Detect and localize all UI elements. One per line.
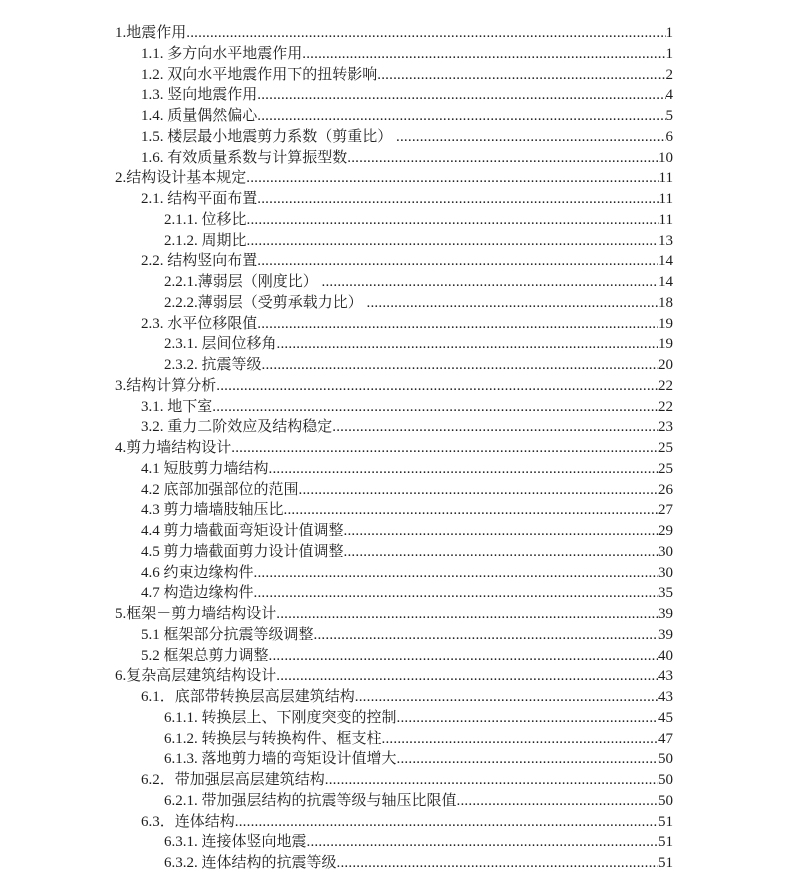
toc-entry-title: 1.5. 楼层最小地震剪力系数（剪重比） [141,128,397,145]
toc-entry-page-number: 50 [658,751,673,768]
dot-leader [397,749,658,770]
toc-entry-title: 2.2.1.薄弱层（刚度比） [164,274,322,290]
toc-entry [115,625,673,646]
toc-entry-page-number: 19 [658,315,673,332]
dot-leader [396,127,665,148]
toc-entry-page-number: 27 [658,502,673,519]
toc-entry-page-number: 45 [658,709,673,726]
dot-leader [307,832,658,853]
toc-entry-title: 5.2 框架总剪力调整 [141,647,269,664]
toc-entry-title: 4.4 剪力墙截面弯矩设计值调整 [141,523,344,539]
dot-leader [377,65,665,86]
toc-entry [115,729,673,750]
toc-entry [115,687,673,708]
toc-entry [115,500,673,521]
toc-entry-page-number: 39 [658,626,673,643]
toc-entry-page-number: 20 [658,357,673,373]
toc-entry-title: 6.1.3. 落地剪力墙的弯矩设计值增大 [164,751,397,768]
toc-entry-title: 1.3. 竖向地震作用 [141,87,258,104]
toc-entry-title: 2.1.2. 周期比 [164,232,247,249]
toc-entry [115,355,673,376]
toc-entry [115,397,673,418]
toc-entry [115,314,673,335]
toc-entry [115,583,673,604]
dot-leader [262,355,658,376]
toc-entry-title: 2.1. 结构平面布置 [141,191,258,207]
toc-entry-page-number: 51 [658,813,673,830]
toc-entry-page-number: 11 [658,191,673,207]
table-of-contents [115,23,673,874]
dot-leader [344,542,658,563]
toc-entry-page-number: 25 [658,440,673,456]
toc-entry-title: 2.3. 水平位移限值 [141,315,258,332]
toc-entry [115,44,673,65]
dot-leader [246,168,658,189]
dot-leader [276,604,658,625]
dot-leader [254,583,658,604]
toc-entry-title: 6.3.2. 连体结构的抗震等级 [164,855,337,871]
toc-entry [115,417,673,438]
dot-leader [276,666,658,687]
toc-entry-page-number: 5 [665,108,673,124]
toc-entry-page-number: 40 [658,647,673,664]
toc-entry [115,480,673,501]
toc-entry-page-number: 22 [658,377,673,394]
toc-entry-title: 6.2．带加强层高层建筑结构 [141,772,325,788]
toc-entry [115,521,673,542]
toc-entry-page-number: 11 [658,170,673,187]
dot-leader [332,417,658,438]
toc-entry-title: 1.1. 多方向水平地震作用 [141,45,303,62]
toc-entry-title: 4.7 构造边缘构件 [141,585,254,602]
toc-entry-title: 4.3 剪力墙墙肢轴压比 [141,502,284,519]
toc-entry-page-number: 30 [658,564,673,581]
dot-leader [325,770,658,791]
toc-entry [115,832,673,853]
dot-leader [247,210,659,231]
toc-entry [115,168,673,189]
toc-entry-title: 6.3．连体结构 [141,813,235,830]
toc-entry-title: 5.1 框架部分抗震等级调整 [141,626,314,643]
toc-entry-page-number: 39 [658,606,673,622]
toc-entry-page-number: 13 [658,232,673,249]
toc-entry [115,646,673,667]
toc-entry [115,65,673,86]
toc-entry-page-number: 43 [658,689,673,705]
toc-entry [115,438,673,459]
toc-entry-page-number: 22 [658,398,673,415]
toc-entry [115,604,673,625]
toc-entry-page-number: 29 [658,523,673,539]
dot-leader [337,853,658,874]
toc-entry-title: 4.5 剪力墙截面剪力设计值调整 [141,543,344,560]
toc-entry-page-number: 2 [665,66,673,83]
toc-entry-title: 2.2.2.薄弱层（受剪承载力比） [164,294,367,311]
toc-entry [115,148,673,169]
dot-leader [355,687,658,708]
dot-leader [235,812,658,833]
toc-entry-title: 4.2 底部加强部位的范围 [141,481,299,498]
toc-entry [115,749,673,770]
dot-leader [367,293,658,314]
toc-entry-page-number: 50 [658,792,673,809]
toc-entry-title: 1.地震作用 [115,25,187,41]
dot-leader [254,563,658,584]
toc-entry [115,334,673,355]
dot-leader [216,376,658,397]
dot-leader [457,791,658,812]
toc-entry [115,251,673,272]
toc-entry-page-number: 47 [658,730,673,747]
toc-entry-title: 6.1．底部带转换层高层建筑结构 [141,689,355,705]
toc-entry-page-number: 51 [658,855,673,871]
toc-entry-title: 1.6. 有效质量系数与计算振型数 [141,149,348,166]
toc-entry [115,85,673,106]
toc-entry [115,231,673,252]
toc-entry [115,189,673,210]
toc-entry-title: 1.2. 双向水平地震作用下的扭转影响 [141,66,378,83]
toc-entry-title: 6.3.1. 连接体竖向地震 [164,834,307,851]
dot-leader [257,85,665,106]
dot-leader [382,729,658,750]
toc-entry [115,210,673,231]
toc-entry-page-number: 51 [658,834,673,851]
toc-entry-title: 6.复杂高层建筑结构设计 [115,668,277,685]
toc-entry [115,791,673,812]
dot-leader [186,23,665,44]
dot-leader [257,314,658,335]
dot-leader [302,44,665,65]
toc-entry [115,542,673,563]
toc-entry [115,563,673,584]
dot-leader [257,251,658,272]
dot-leader [231,438,658,459]
toc-entry-page-number: 30 [658,543,673,560]
toc-entry-page-number: 14 [658,253,673,270]
toc-entry [115,459,673,480]
toc-entry-title: 2.2. 结构竖向布置 [141,253,258,270]
toc-entry-title: 4.6 约束边缘构件 [141,564,254,581]
dot-leader [269,459,658,480]
toc-entry [115,23,673,44]
toc-entry [115,376,673,397]
dot-leader [212,397,658,418]
toc-entry-page-number: 26 [658,481,673,498]
dot-leader [344,521,658,542]
toc-entry-page-number: 1 [665,45,673,62]
toc-entry-page-number: 35 [658,585,673,602]
toc-entry-title: 6.2.1. 带加强层结构的抗震等级与轴压比限值 [164,792,457,809]
toc-entry-title: 4.剪力墙结构设计 [115,440,232,456]
toc-entry [115,666,673,687]
toc-entry-page-number: 10 [658,149,673,166]
dot-leader [322,272,658,293]
toc-entry-title: 3.结构计算分析 [115,377,217,394]
toc-entry [115,770,673,791]
dot-leader [257,106,665,127]
dot-leader [299,480,658,501]
toc-entry-title: 3.2. 重力二阶效应及结构稳定 [141,419,333,436]
dot-leader [397,708,658,729]
toc-entry-title: 3.1. 地下室 [141,398,213,415]
dot-leader [284,500,658,521]
toc-entry-title: 6.1.1. 转换层上、下刚度突变的控制 [164,709,397,726]
toc-entry [115,708,673,729]
dot-leader [247,231,658,252]
dot-leader [277,334,658,355]
toc-entry-title: 1.4. 质量偶然偏心 [141,108,258,124]
toc-entry-title: 4.1 短肢剪力墙结构 [141,460,269,477]
toc-entry-page-number: 23 [658,419,673,436]
toc-entry [115,293,673,314]
toc-entry-page-number: 43 [658,668,673,685]
toc-entry-page-number: 50 [658,772,673,788]
toc-entry-page-number: 11 [658,211,673,228]
toc-entry-page-number: 25 [658,460,673,477]
toc-entry-title: 2.1.1. 位移比 [164,211,247,228]
dot-leader [347,148,658,169]
toc-entry-title: 5.框架－剪力墙结构设计 [115,606,277,622]
toc-entry [115,106,673,127]
toc-entry-page-number: 1 [665,25,673,41]
toc-entry-page-number: 14 [658,274,673,290]
toc-entry [115,127,673,148]
dot-leader [314,625,658,646]
toc-entry-title: 2.结构设计基本规定 [115,170,247,187]
toc-entry-page-number: 19 [658,336,673,353]
toc-entry [115,272,673,293]
toc-entry [115,812,673,833]
toc-entry-page-number: 4 [665,87,673,104]
toc-entry-title: 2.3.2. 抗震等级 [164,357,262,373]
toc-entry-page-number: 18 [658,294,673,311]
toc-entry-title: 2.3.1. 层间位移角 [164,336,277,353]
toc-entry-title: 6.1.2. 转换层与转换构件、框支柱 [164,730,382,747]
dot-leader [269,646,658,667]
toc-entry-page-number: 6 [665,128,673,145]
toc-entry [115,853,673,874]
dot-leader [257,189,658,210]
